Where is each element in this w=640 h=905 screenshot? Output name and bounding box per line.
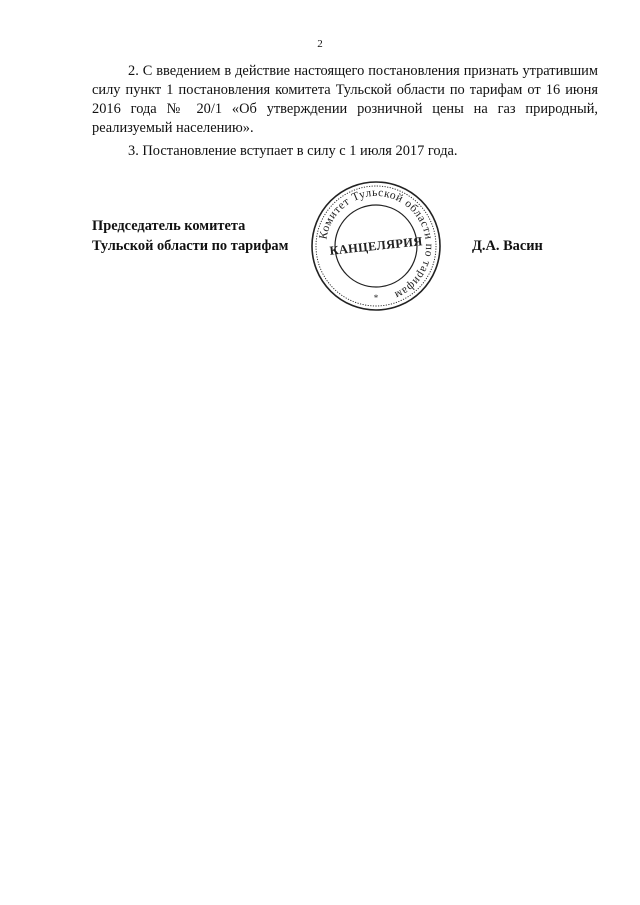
signature-title-line-1: Председатель комитета	[92, 218, 246, 234]
seal-ring-text: Комитет Тульской области по тарифам	[317, 186, 436, 302]
signature-title	[92, 216, 288, 256]
page-number: 2	[317, 38, 323, 50]
seal-graphic	[308, 178, 444, 314]
official-seal-stamp	[308, 178, 444, 314]
signature-title-line-2: Тульской области по тарифам	[92, 238, 289, 254]
seal-star: *	[373, 293, 379, 303]
document-body	[92, 62, 598, 165]
signer-name: Д.А. Васин	[472, 238, 543, 254]
paragraph-3: 3. Постановление вступает в силу с 1 июля 2017 года.	[128, 143, 458, 159]
paragraph-2: 2. С введением в действие настоящего постановления признать утратившим силу пункт 1 постановления комитета Тульской области по тарифам от 16 июня 2016 года № 20/1 «Об утверждении розничной цены на газ природный, реализуемый населению».	[92, 63, 598, 136]
seal-center-text: КАНЦЕЛЯРИЯ	[328, 234, 424, 258]
